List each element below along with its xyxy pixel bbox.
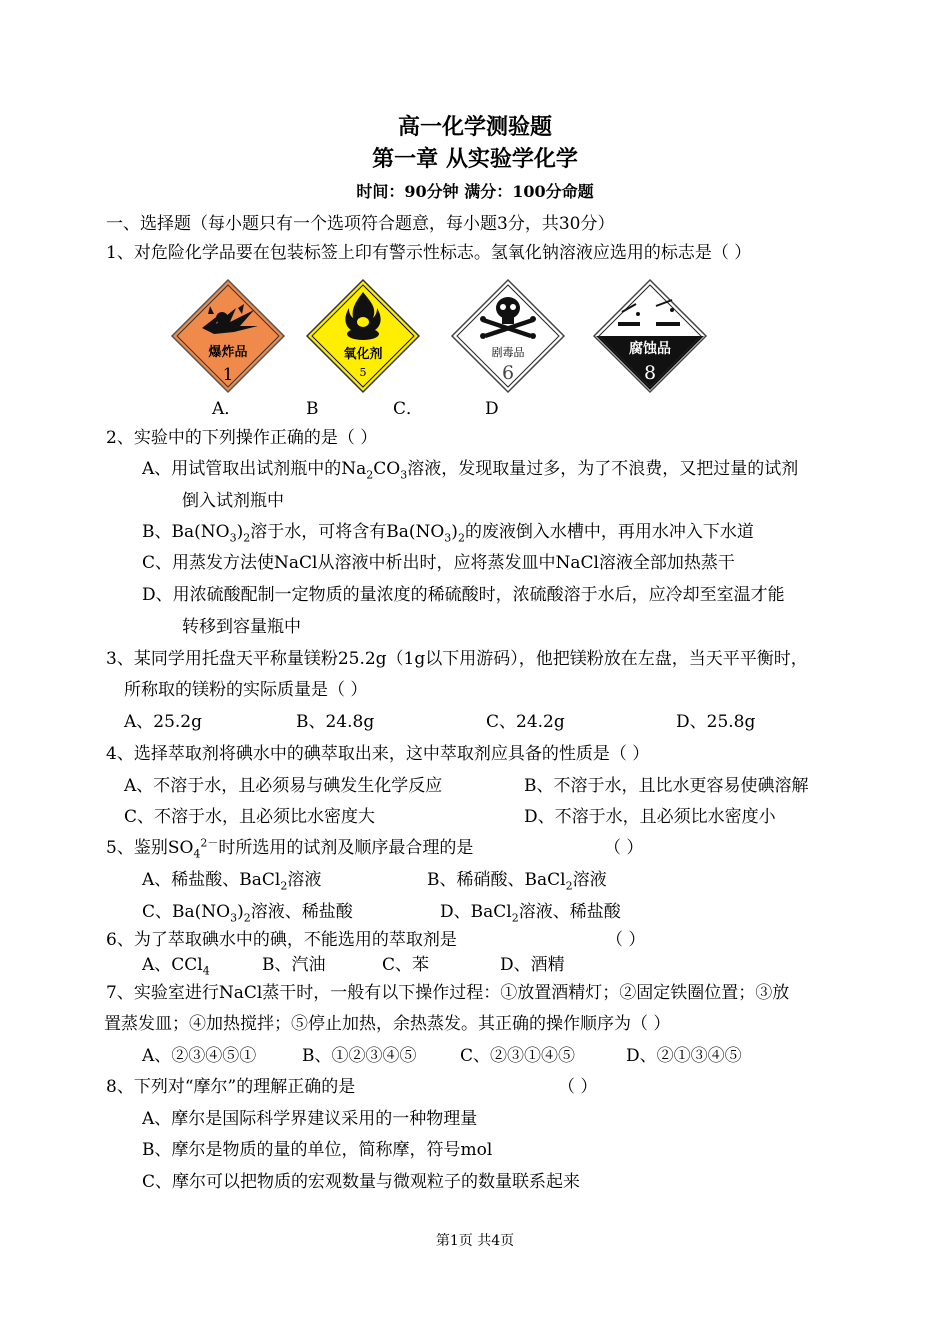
q2-option-a-cont: 倒入试剂瓶中 [182, 491, 284, 511]
question-5-stem: 5、鉴别$SO_4^{2-}$时所选用的试剂及顺序最合理的是 [106, 836, 474, 861]
corrosive-sign-icon [592, 278, 708, 394]
q2-option-d-cont: 转移到容量瓶中 [182, 617, 301, 637]
q6-option-a: A、CCl$_4$ [142, 955, 210, 978]
q3-option-b: B、24.8g [296, 712, 375, 732]
q6-option-b: B、汽油 [262, 955, 326, 975]
question-3-stem-cont: 所称取的镁粉的实际质量是（ ） [124, 680, 368, 700]
q8-option-b: B、摩尔是物质的量的单位，简称摩，符号mol [142, 1140, 493, 1160]
q6-answer-paren: （ ） [606, 930, 646, 950]
question-7-stem-cont: 置蒸发皿；④加热搅拌；⑤停止加热，余热蒸发。其正确的操作顺序为（ ） [104, 1014, 671, 1034]
sign-number: 6 [501, 362, 515, 384]
question-2-stem: 2、实验中的下列操作正确的是（ ） [106, 428, 378, 448]
question-7-stem: 7、实验室进行NaCl蒸干时，一般有以下操作过程：①放置酒精灯；②固定铁圈位置；③放 [106, 983, 790, 1003]
question-1-stem: 1、对危险化学品要在包装标签上印有警示性标志。氢氧化钠溶液应选用的标志是（ ） [106, 243, 752, 263]
q7-option-a: A、②③④⑤① [142, 1046, 257, 1066]
sign-number: 1 [222, 365, 234, 385]
sign-number: 8 [643, 362, 657, 384]
oxidizer-sign-icon [305, 278, 421, 394]
q2-option-c: C、用蒸发方法使NaCl从溶液中析出时，应将蒸发皿中NaCl溶液全部加热蒸干 [142, 553, 735, 573]
question-6-stem: 6、为了萃取碘水中的碘，不能选用的萃取剂是 [106, 930, 457, 950]
q7-option-d: D、②①③④⑤ [626, 1046, 742, 1066]
toxic-sign-icon [450, 278, 566, 394]
q8-option-a: A、摩尔是国际科学界建议采用的一种物理量 [142, 1109, 478, 1129]
q1-option-d: D [485, 399, 499, 419]
q8-option-c: C、摩尔可以把物质的宏观数量与微观粒子的数量联系起来 [142, 1172, 581, 1192]
page-footer: 第1页 共4页 [435, 1233, 515, 1249]
q1-option-b: B [306, 399, 319, 419]
sign-label: 氧化剂 [343, 347, 383, 362]
page-title: 高一化学测验题 [397, 114, 552, 140]
question-3-stem: 3、某同学用托盘天平称量镁粉25.2g（1g以下用游码），他把镁粉放在左盘，当天平平衡时， [106, 649, 808, 669]
q6-option-d: D、酒精 [500, 955, 565, 975]
sign-label: 腐蚀品 [629, 341, 671, 357]
q7-option-c: C、②③①④⑤ [460, 1046, 576, 1066]
sign-number: 5 [359, 366, 367, 379]
q2-option-d: D、用浓硫酸配制一定物质的量浓度的稀硫酸时，浓硫酸溶于水后，应冷却至室温才能 [142, 585, 785, 605]
q2-option-a: A、用试管取出试剂瓶中的$Na_2CO_3$溶液，发现取量过多，为了不浪费，又把过量的试剂 [142, 459, 799, 482]
q5-option-b: B、稀硝酸、BaCl$_2$溶液 [427, 870, 607, 893]
q5-option-d: D、BaCl$_2$溶液、稀盐酸 [440, 902, 621, 925]
q7-option-b: B、①②③④⑤ [302, 1046, 417, 1066]
q5-answer-paren: （ ） [604, 838, 644, 858]
question-8-stem: 8、下列对“摩尔”的理解正确的是 [106, 1077, 356, 1097]
q5-option-c: C、$Ba(NO_3)_2$溶液、稀盐酸 [142, 902, 353, 925]
q1-option-c: C． [393, 399, 424, 419]
q2-option-b: B、$Ba(NO_3)_2$溶于水，可将含有$Ba(NO_3)_2$的废液倒入水槽中，再用水冲入下水道 [142, 522, 754, 545]
sign-label: 爆炸品 [208, 345, 248, 360]
q8-answer-paren: （ ） [558, 1077, 598, 1097]
exam-meta: 时间：90分钟 满分：100分命题 [356, 182, 594, 201]
q1-option-a: A． [212, 399, 242, 419]
q4-option-d: D、不溶于水，且必须比水密度小 [524, 807, 776, 827]
section-heading: 一、选择题（每小题只有一个选项符合题意，每小题3分，共30分） [106, 214, 615, 234]
question-4-stem: 4、选择萃取剂将碘水中的碘萃取出来，这中萃取剂应具备的性质是（ ） [106, 744, 650, 764]
q6-option-c: C、苯 [382, 955, 430, 975]
sign-label: 剧毒品 [491, 346, 525, 359]
q4-option-c: C、不溶于水，且必须比水密度大 [124, 807, 376, 827]
chapter-title: 第一章 从实验学化学 [372, 146, 578, 172]
q3-option-c: C、24.2g [486, 712, 565, 732]
q4-option-a: A、不溶于水，且必须易与碘发生化学反应 [124, 776, 443, 796]
q4-option-b: B、不溶于水，且比水更容易使碘溶解 [524, 776, 809, 796]
q5-option-a: A、稀盐酸、BaCl$_2$溶液 [142, 870, 322, 893]
q3-option-a: A、25.2g [124, 712, 203, 732]
q3-option-d: D、25.8g [676, 712, 756, 732]
explosive-sign-icon [170, 278, 286, 394]
